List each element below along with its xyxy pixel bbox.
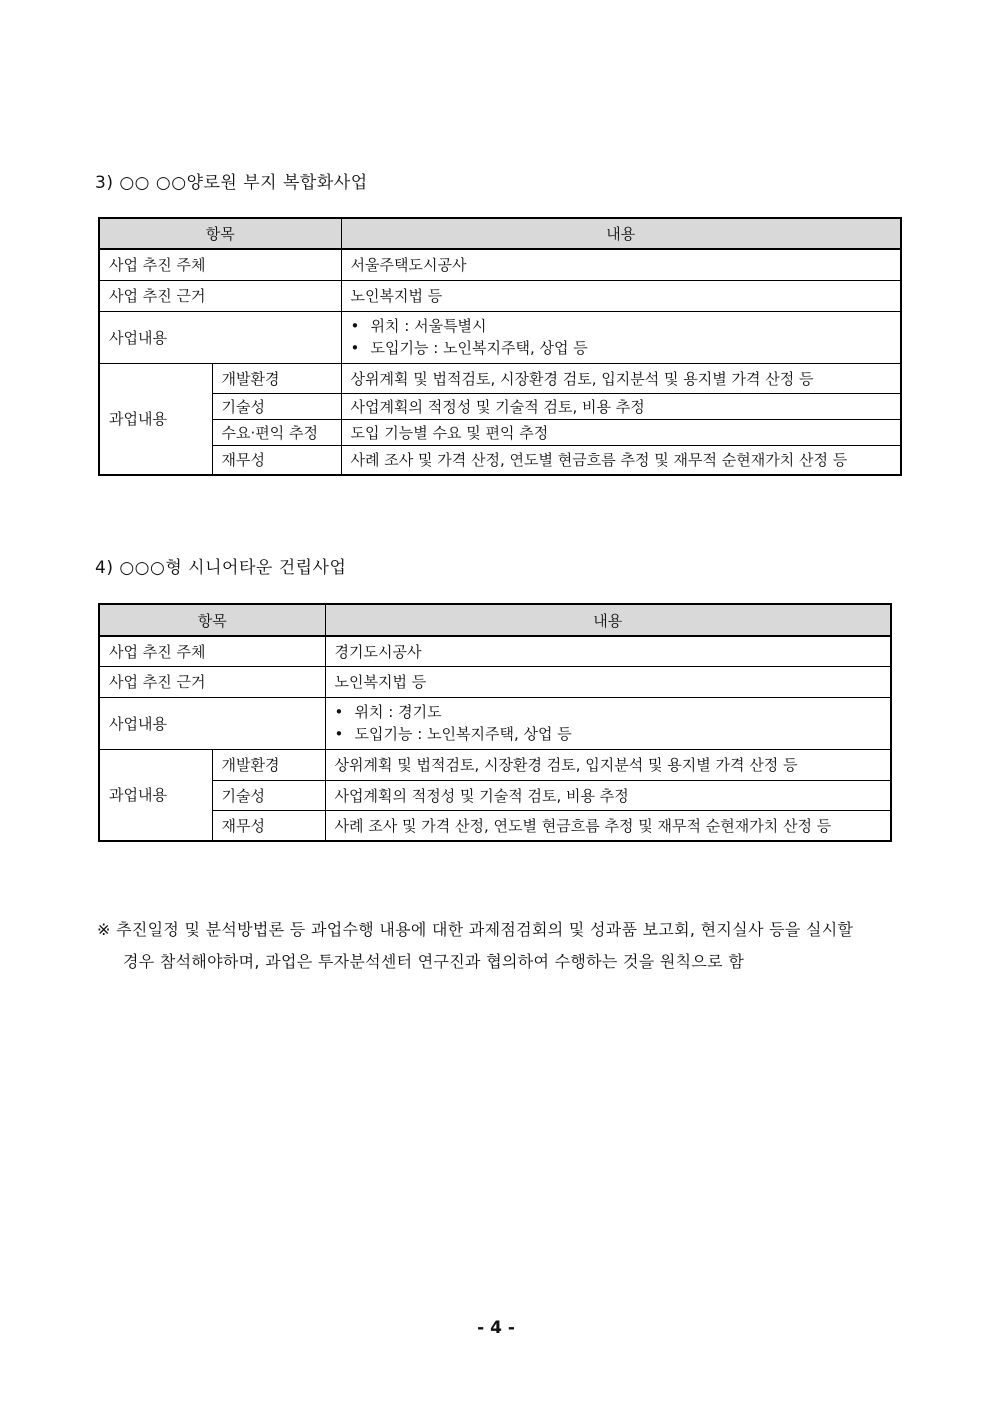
content-label: 사업내용: [99, 697, 325, 749]
content-value: [325, 697, 891, 749]
header-content: 내용: [325, 604, 891, 636]
bullet-location: • 위치 : 경기도: [335, 701, 881, 723]
basis-label: 사업 추진 근거: [99, 666, 325, 697]
basis-label: 사업 추진 근거: [99, 280, 341, 311]
task-sub: 재무성: [212, 445, 341, 475]
task-value: 사업계획의 적정성 및 기술적 검토, 비용 추정: [341, 393, 901, 419]
basis-value: 노인복지법 등: [325, 666, 891, 697]
bullet-location: • 위치 : 서울특별시: [351, 315, 891, 337]
task-sub: 수요·편익 추정: [212, 419, 341, 445]
section3-table: [98, 217, 902, 476]
tasks-label: 과업내용: [99, 749, 212, 841]
content-value: [341, 311, 901, 363]
basis-value: 노인복지법 등: [341, 280, 901, 311]
section3-title: 3) ○○ ○○양로원 부지 복합화사업: [95, 173, 368, 193]
bullet-function: • 도입기능 : 노인복지주택, 상업 등: [335, 723, 881, 745]
page-number: - 4 -: [477, 1318, 515, 1338]
task-sub: 기술성: [212, 393, 341, 419]
agent-value: 서울주택도시공사: [341, 249, 901, 280]
note-line-2: 경우 참석해야하며, 과업은 투자분석센터 연구진과 협의하여 수행하는 것을 원칙으로 함: [123, 952, 745, 971]
task-sub: 개발환경: [212, 363, 341, 393]
section4-title: 4) ○○○형 시니어타운 건립사업: [95, 558, 347, 578]
note-paragraph: [97, 914, 907, 978]
header-item: 항목: [99, 604, 325, 636]
agent-label: 사업 추진 주체: [99, 636, 325, 666]
task-sub: 재무성: [212, 810, 325, 841]
agent-label: 사업 추진 주체: [99, 249, 341, 280]
section4-table: [98, 603, 892, 842]
header-content: 내용: [341, 218, 901, 249]
task-sub: 기술성: [212, 780, 325, 810]
task-value: 상위계획 및 법적검토, 시장환경 검토, 입지분석 및 용지별 가격 산정 등: [325, 749, 891, 780]
task-value: 상위계획 및 법적검토, 시장환경 검토, 입지분석 및 용지별 가격 산정 등: [341, 363, 901, 393]
task-value: 사업계획의 적정성 및 기술적 검토, 비용 추정: [325, 780, 891, 810]
agent-value: 경기도시공사: [325, 636, 891, 666]
task-sub: 개발환경: [212, 749, 325, 780]
content-label: 사업내용: [99, 311, 341, 363]
task-value: 사례 조사 및 가격 산정, 연도별 현금흐름 추정 및 재무적 순현재가치 산정 등: [341, 445, 901, 475]
note-line-1: ※ 추진일정 및 분석방법론 등 과업수행 내용에 대한 과제점검회의 및 성과품 보고회, 현지실사 등을 실시할: [97, 920, 854, 939]
bullet-function: • 도입기능 : 노인복지주택, 상업 등: [351, 337, 891, 359]
task-value: 사례 조사 및 가격 산정, 연도별 현금흐름 추정 및 재무적 순현재가치 산정 등: [325, 810, 891, 841]
tasks-label: 과업내용: [99, 363, 212, 475]
header-item: 항목: [99, 218, 341, 249]
task-value: 도입 기능별 수요 및 편익 추정: [341, 419, 901, 445]
